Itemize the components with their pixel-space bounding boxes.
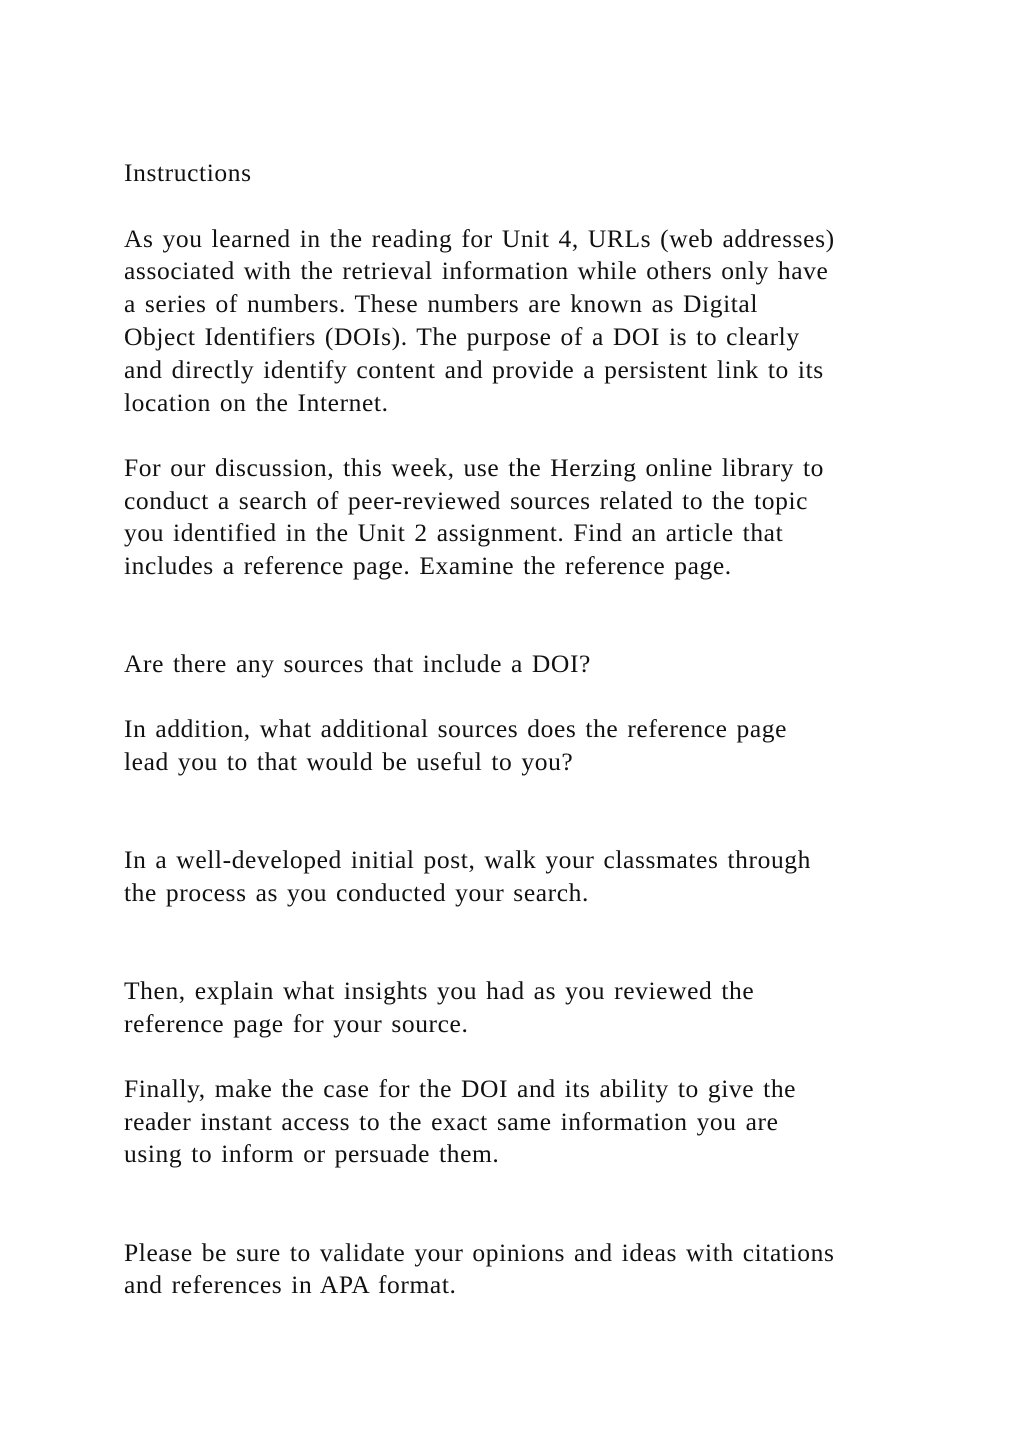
paragraph-line: Finally, make the case for the DOI and its ability to give the bbox=[124, 1074, 797, 1103]
paragraph-line: Then, explain what insights you had as you reviewed the bbox=[124, 976, 755, 1005]
paragraph-line: For our discussion, this week, use the Herzing online library to bbox=[124, 453, 825, 482]
paragraph-line: conduct a search of peer-reviewed sources related to the topic bbox=[124, 486, 809, 515]
paragraph-line: Object Identifiers (DOIs). The purpose of a DOI is to clearly bbox=[124, 322, 800, 351]
paragraph-line: Please be sure to validate your opinions and ideas with citations bbox=[124, 1238, 835, 1267]
paragraph-line: includes a reference page. Examine the reference page. bbox=[124, 551, 732, 580]
paragraph-line: reference page for your source. bbox=[124, 1009, 469, 1038]
paragraph-line: associated with the retrieval information while others only have bbox=[124, 256, 829, 285]
paragraph-line: the process as you conducted your search. bbox=[124, 878, 589, 907]
paragraph-line: and references in APA format. bbox=[124, 1270, 457, 1299]
paragraph-line: location on the Internet. bbox=[124, 388, 389, 417]
paragraph-line: and directly identify content and provide a persistent link to its bbox=[124, 355, 824, 384]
paragraph-line: reader instant access to the exact same information you are bbox=[124, 1107, 779, 1136]
paragraph-line: In a well-developed initial post, walk your classmates through bbox=[124, 845, 812, 874]
document-page bbox=[124, 0, 924, 1448]
paragraph-line: using to inform or persuade them. bbox=[124, 1139, 500, 1168]
paragraph-line: you identified in the Unit 2 assignment. Find an article that bbox=[124, 518, 784, 547]
paragraph-line: lead you to that would be useful to you? bbox=[124, 747, 574, 776]
paragraph-line: As you learned in the reading for Unit 4, URLs (web addresses) bbox=[124, 224, 835, 253]
paragraph-line: In addition, what additional sources does the reference page bbox=[124, 714, 788, 743]
document-heading: Instructions bbox=[124, 158, 252, 187]
paragraph-line: a series of numbers. These numbers are known as Digital bbox=[124, 289, 759, 318]
paragraph-line: Are there any sources that include a DOI? bbox=[124, 649, 591, 678]
